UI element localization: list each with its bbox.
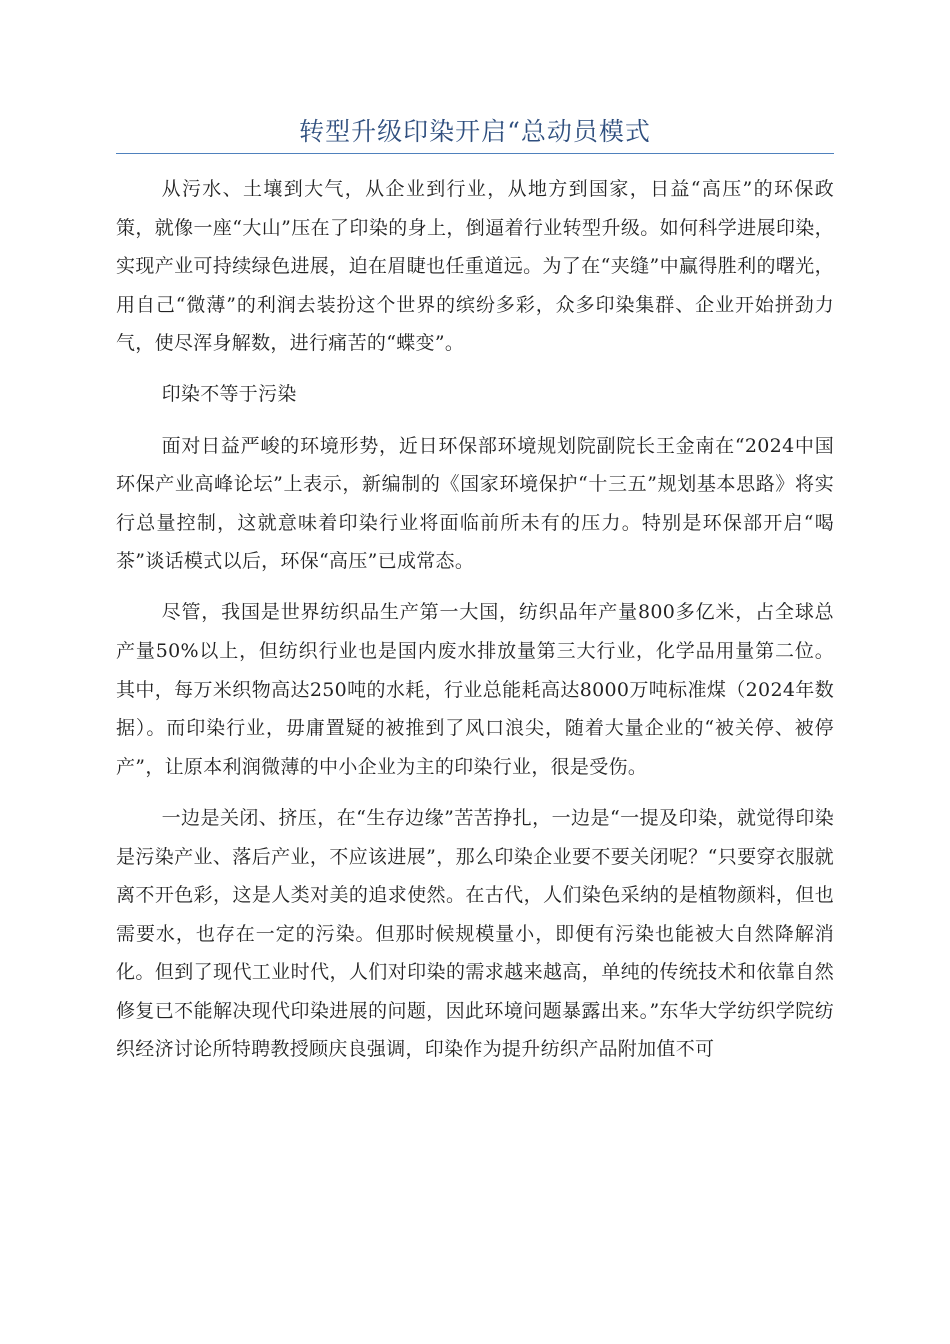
title-underline bbox=[116, 153, 834, 154]
section-heading: 印染不等于污染 bbox=[161, 383, 297, 406]
document-title: 转型升级印染开启“总动员模式 bbox=[299, 117, 651, 146]
paragraph-policy: 面对日益严峻的环境形势，近日环保部环境规划院副院长王金南在“2024中国环保产业高峰论坛”上表示，新编制的《国家环境保护“十三五”规划基本思路》将实行总量控制，这就意味着印染行业将面临前所未有的压力。特别是环保部开启“喝茶”谈话模式以后，环保“高压”已成常态。 bbox=[116, 434, 834, 573]
paragraph-intro: 从污水、土壤到大气，从企业到行业，从地方到国家，日益“高压”的环保政策，就像一座“大山”压在了印染的身上，倒逼着行业转型升级。如何科学进展印染，实现产业可持续绿色进展，迫在眉睫也任重道远。为了在“夹缝”中赢得胜利的曙光，用自己“微薄”的利润去装扮这个世界的缤纷多彩，众多印染集群、企业开始拼劲力气，使尽浑身解数，进行痛苦的“蝶变”。 bbox=[116, 178, 834, 355]
paragraph-statistics: 尽管，我国是世界纺织品生产第一大国，纺织品年产量800多亿米，占全球总产量50%以上，但纺织行业也是国内废水排放量第三大行业，化学品用量第二位。其中，每万米织物高达250吨的水耗，行业总能耗高达8000万吨标准煤（2024年数据）。而印染行业，毋庸置疑的被推到了风口浪尖，随着大量企业的“被关停、被停产”，让原本利润微薄的中小企业为主的印染行业，很是受伤。 bbox=[116, 601, 834, 778]
document-body bbox=[116, 170, 834, 1082]
paragraph-quote: 一边是关闭、挤压，在“生存边缘”苦苦挣扎，一边是“一提及印染，就觉得印染是污染产业、落后产业，不应该进展”，那么印染企业要不要关闭呢？“只要穿衣服就离不开色彩，这是人类对美的追求使然。在古代，人们染色采纳的是植物颜料，但也需要水，也存在一定的污染。但那时候规模量小，即便有污染也能被大自然降解消化。但到了现代工业时代，人们对印染的需求越来越高，单纯的传统技术和依靠自然修复已不能解决现代印染进展的问题，因此环境问题暴露出来。”东华大学纺织学院纺织经济讨论所特聘教授顾庆良强调，印染作为提升纺织产品附加值不可 bbox=[116, 806, 834, 1061]
